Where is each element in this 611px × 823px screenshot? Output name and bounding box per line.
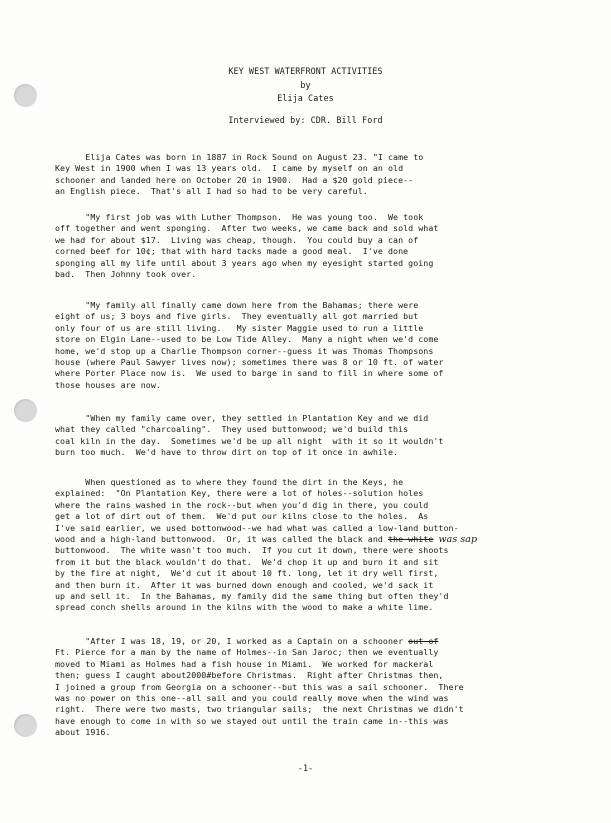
paragraph-6 xyxy=(55,636,550,739)
text-line: home, we'd stop up a Charlie Thompson corner--guess it was Thomas Thompsons xyxy=(55,345,434,356)
paragraph-2 xyxy=(55,212,550,280)
text-line: then; guess I caught about2000#before Christmas. Right after Christmas then, xyxy=(55,670,444,681)
text-line: bad. Then Johnny took over. xyxy=(55,268,197,279)
punch-hole xyxy=(14,399,37,422)
handwritten-correction: was sap xyxy=(438,533,478,545)
text-line: schooner and landed here on October 20 in 1900. Had a $20 gold piece-- xyxy=(55,174,414,185)
text-line: what they called "charcoaling". They used buttonwood; we'd build this xyxy=(55,424,409,435)
text-line: about 1916. xyxy=(55,727,111,738)
paragraph-3 xyxy=(55,300,550,391)
punch-hole xyxy=(14,714,37,737)
text-line: "When my family came over, they settled in Plantation Key and we did xyxy=(55,413,429,423)
interviewer-line: Interviewed by: CDR. Bill Ford xyxy=(228,115,383,125)
text-line: house (where Paul Sawyer lives now); sometimes there was 8 or 10 ft. of water xyxy=(55,356,444,367)
text-line: sponging all my life until about 3 years ago when my eyesight started going xyxy=(55,257,434,268)
text-line: get a lot of dirt out of them. We'd put our kilns close to the holes. As xyxy=(55,511,429,522)
text-line: Ft. Pierce for a man by the name of Holmes--in San Jaroc; then we eventually xyxy=(55,647,439,658)
text-fragment: wood and a high-land buttonwood. Or, it was called the black and xyxy=(55,533,388,544)
struck-out-text: out of xyxy=(408,636,439,646)
text-line: have enough to come in with so we stayed out until the train came in--this was xyxy=(55,715,449,726)
text-line: we had for about $17. Living was cheap, though. You could buy a can of xyxy=(55,234,419,245)
paragraph-4 xyxy=(55,413,550,459)
text-line: spread conch shells around in the kilns with the wood to make a white lime. xyxy=(55,602,434,613)
text-line: coal kiln in the day. Sometimes we'd be up all night with it so it wouldn't xyxy=(55,435,444,446)
text-line: explained: "On Plantation Key, there were a lot of holes--solution holes xyxy=(55,488,424,499)
text-line-with-correction xyxy=(55,534,550,545)
text-line: an English piece. That's all I had so had to be very careful. xyxy=(55,186,368,197)
author-name: Elija Cates xyxy=(277,93,334,103)
text-fragment: "After I was 18, 19, or 20, I worked as a Captain on a schooner xyxy=(55,636,409,646)
text-line: where Porter Place now is. We used to barge in sand to fill in where some of xyxy=(55,368,444,379)
byline-by: by xyxy=(300,80,311,90)
text-line: burn too much. We'd have to throw dirt on top of it once in awhile. xyxy=(55,447,399,458)
text-line: Key West in 1900 when I was 13 years old. I came by myself on an old xyxy=(55,163,404,174)
text-line: I joined a group from Georgia on a schooner--but this was a sail schooner. There xyxy=(55,681,464,692)
text-line: where the rains washed in the rock--but when you'd dig in there, you could xyxy=(55,499,429,510)
text-line: buttonwood. The white wasn't too much. If you cut it down, there were shoots xyxy=(55,545,449,556)
page-number: -1- xyxy=(297,763,314,773)
text-line-with-correction xyxy=(55,636,550,647)
text-line: I've said earlier, we used bottonwood--we had what was called a low-land button- xyxy=(55,522,459,533)
text-line: "My first job was with Luther Thompson. He was young too. We took xyxy=(55,212,424,222)
text-line: and then burn it. After it was burned down enough and cooled, we'd sack it xyxy=(55,579,434,590)
text-line: up and sell it. In the Bahamas, my family did the same thing but often they'd xyxy=(55,590,449,601)
text-line: off together and went sponging. After two weeks, we came back and sold what xyxy=(55,223,439,234)
text-line: When questioned as to where they found the dirt in the Keys, he xyxy=(55,477,404,487)
document-title: KEY WEST WATERFRONT ACTIVITIES xyxy=(228,66,383,76)
text-line: right. There were two masts, two triangular sails; the next Christmas we didn't xyxy=(55,704,464,715)
text-line: corned beef for 10¢; that with hard tacks made a good meal. I've done xyxy=(55,246,409,257)
text-line: moved to Miami as Holmes had a fish house in Miami. We worked for mackeral xyxy=(55,658,434,669)
text-line: those houses are now. xyxy=(55,379,161,390)
text-line: was no power on this one--all sail and you could really move when the wind was xyxy=(55,692,449,703)
text-line: store on Elgin Lane--used to be Low Tide Alley. Many a night when we'd come xyxy=(55,334,439,345)
paragraph-5 xyxy=(55,477,550,614)
text-line: eight of us; 3 boys and five girls. They eventually all got married but xyxy=(55,311,419,322)
text-line: by the fire at night, We'd cut it about 10 ft. long, let it dry well first, xyxy=(55,568,439,579)
text-line: only four of us are still living. My sister Maggie used to run a little xyxy=(55,322,424,333)
struck-out-text: the white xyxy=(387,533,434,544)
text-line: Elija Cates was born in 1887 in Rock Sound on August 23. "I came to xyxy=(55,152,424,162)
paragraph-1 xyxy=(55,152,550,198)
text-line: from it but the black wouldn't do that. We'd chop it up and burn it and sit xyxy=(55,556,439,567)
text-line: "My family all finally came down here from the Bahamas; there were xyxy=(55,300,419,310)
